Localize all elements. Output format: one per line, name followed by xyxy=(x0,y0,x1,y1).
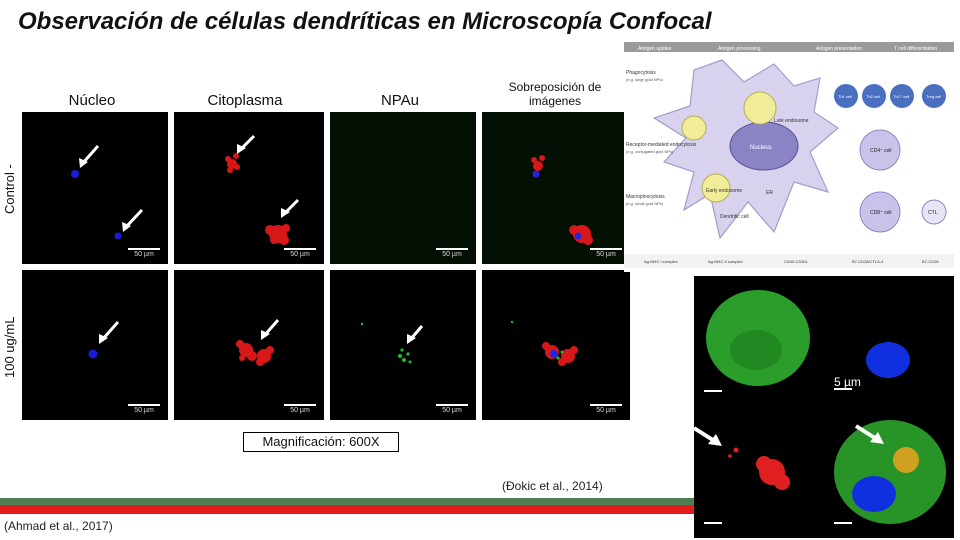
column-label-cytoplasm: Citoplasma xyxy=(207,92,283,109)
legend-mhc1: Ag-MHC I complex xyxy=(644,259,678,264)
row-label-100ugml: 100 ug/mL xyxy=(2,316,17,378)
micrograph-treated-nucleus xyxy=(22,270,168,420)
label-receptor-sub: (e.g. conjugated gold NPs) xyxy=(626,149,674,154)
diagram-header-differentiation: T cell differentiation xyxy=(894,46,938,52)
micrograph-control-cytoplasm xyxy=(174,112,324,264)
legend-cd40: CD40-CD40L xyxy=(784,259,809,264)
confocal-scale-label: 5 µm xyxy=(834,375,861,389)
legend-b7-cd28: B7-CD28 xyxy=(922,259,939,264)
scale-bar: 50 µm xyxy=(590,248,622,258)
label-treg: Treg cell xyxy=(926,94,942,99)
label-er: ER xyxy=(766,190,773,196)
micrograph-treated-npau xyxy=(330,270,476,420)
label-early-endosome: Early endosome xyxy=(706,188,743,194)
label-dendritic-cell: Dendritic cell xyxy=(720,214,749,220)
column-label-nucleus: Núcleo xyxy=(68,92,116,109)
legend-b7-ctla4: B7-CD28/CTLA-4 xyxy=(852,259,884,264)
label-phagocytosis-sub: (e.g. large gold NPs) xyxy=(626,77,663,82)
label-receptor: Receptor-mediated endocytosis xyxy=(626,142,697,148)
micrograph-control-npau xyxy=(330,112,476,264)
diagram-header-uptake: Antigen uptake xyxy=(638,46,672,52)
legend-mhc2: Ag-MHC II complex xyxy=(708,259,743,264)
blue-nucleus-shape xyxy=(866,342,910,378)
label-macropinocytosis: Macropinocytosis xyxy=(626,194,665,200)
citation-dokic: (Đokic et al., 2014) xyxy=(502,479,603,493)
label-cd8: CD8⁺ cell xyxy=(870,210,892,216)
scale-bar: 50 µm xyxy=(284,404,316,414)
scale-bar: 50 µm xyxy=(284,248,316,258)
diagram-header-processing: Antigen processing xyxy=(718,46,761,52)
micrograph-control-overlay xyxy=(482,112,630,264)
citation-ahmad: (Ahmad et al., 2017) xyxy=(4,519,113,533)
label-macro-sub: (e.g. small gold NPs) xyxy=(626,201,664,206)
confocal-panel xyxy=(694,276,954,538)
label-ctl: CTL xyxy=(928,210,938,216)
scale-bar: 50 µm xyxy=(436,248,468,258)
scale-bar: 50 µm xyxy=(128,404,160,414)
label-th2: Th2 cell xyxy=(866,94,881,99)
column-label-overlay: Sobreposición de imágenes xyxy=(508,80,602,108)
stripe-green xyxy=(0,498,694,505)
label-phagocytosis: Phagocytosis xyxy=(626,70,656,76)
label-th17: Th17 cell xyxy=(893,94,910,99)
column-label-npau: NPAu xyxy=(380,92,420,109)
diagram-header-presentation: Antigen presentation xyxy=(816,46,862,52)
micrograph-treated-cytoplasm xyxy=(174,270,324,420)
phagosome-shape xyxy=(682,116,706,140)
micrograph-control-nucleus xyxy=(22,112,168,264)
scale-bar: 50 µm xyxy=(436,404,468,414)
label-late-endosome: Late endosome xyxy=(774,118,809,124)
row-label-control: Control - xyxy=(2,164,17,214)
scale-bar: 50 µm xyxy=(590,404,622,414)
dendritic-cell-diagram xyxy=(624,42,954,272)
magnification-label: Magnificación: 600X xyxy=(243,432,399,452)
label-th1: Th1 cell xyxy=(838,94,853,99)
late-endosome-shape xyxy=(744,92,776,124)
micrograph-treated-overlay xyxy=(482,270,630,420)
label-nucleus: Nucleus xyxy=(750,145,772,151)
slide-title: Observación de células dendríticas en Microscopía Confocal xyxy=(18,8,712,35)
label-cd4: CD4⁺ cell xyxy=(870,148,892,154)
stripe-red xyxy=(0,505,694,514)
scale-bar: 50 µm xyxy=(128,248,160,258)
